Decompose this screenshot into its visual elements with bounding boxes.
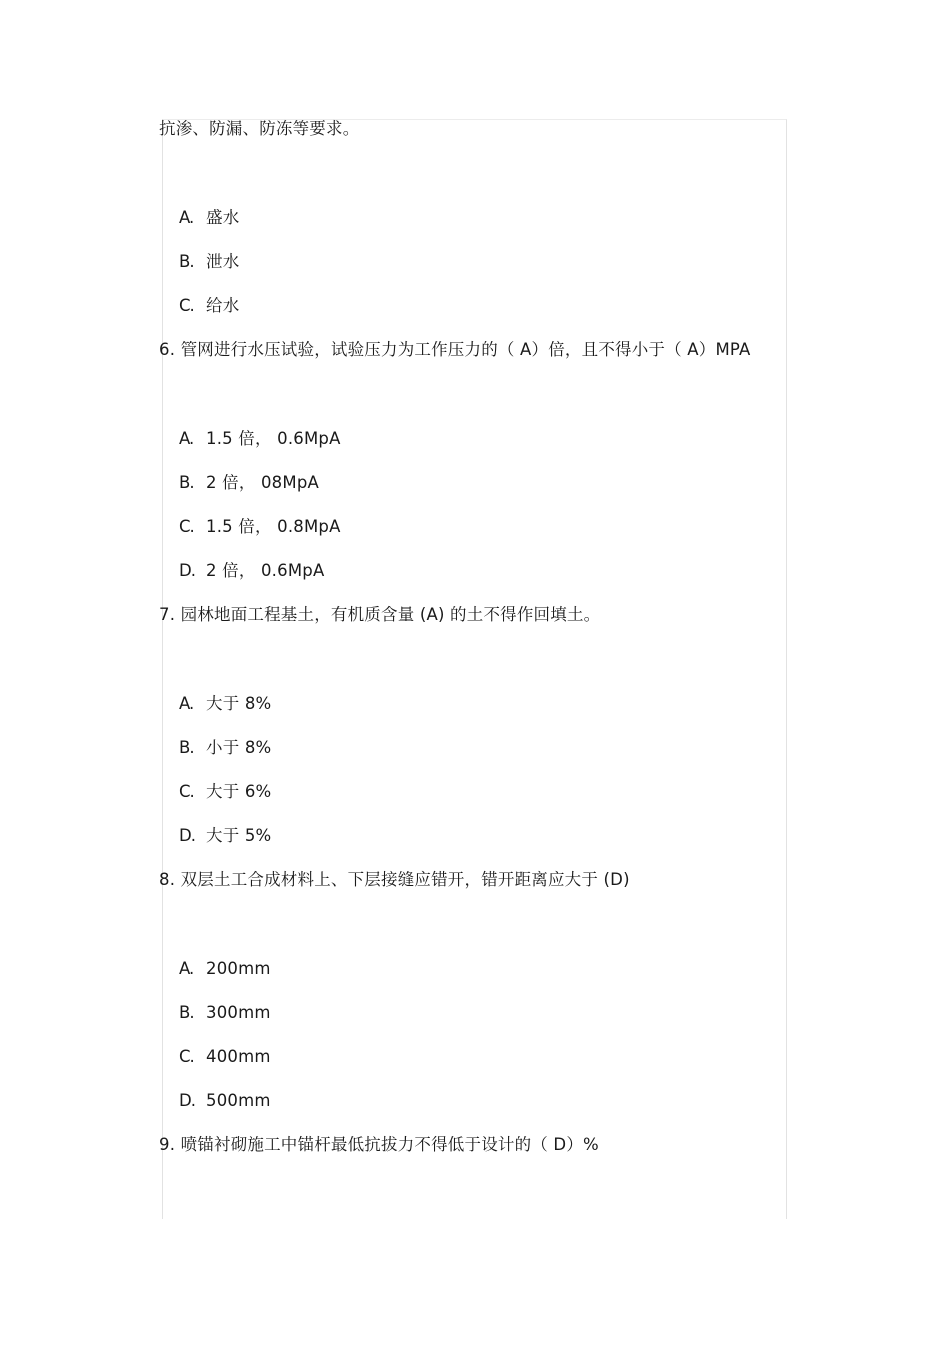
option-text: 2 倍， 08MpA (206, 473, 319, 492)
q6-option-a (179, 428, 341, 450)
option-text: 大于 5% (206, 826, 272, 845)
option-text: 200mm (206, 959, 271, 978)
option-letter: B. (179, 473, 194, 492)
option-letter: D. (179, 1091, 195, 1110)
q5-option-c (179, 295, 239, 317)
option-letter: D. (179, 561, 195, 580)
q8-option-d (179, 1090, 271, 1112)
q6-option-b (179, 472, 319, 494)
q5-option-b (179, 251, 239, 273)
option-letter: B. (179, 738, 194, 757)
q7-option-c (179, 781, 271, 803)
q8-option-a (179, 958, 271, 980)
option-text: 1.5 倍， 0.6MpA (206, 429, 341, 448)
q8-option-b (179, 1002, 271, 1024)
option-text: 给水 (206, 296, 240, 315)
option-letter: C. (179, 782, 194, 801)
q7-option-d (179, 825, 271, 847)
q6-option-d (179, 560, 324, 582)
question-8-stem: 8. 双层土工合成材料上、下层接缝应错开，错开距离应大于 (D) (159, 870, 630, 889)
option-letter: C. (179, 296, 194, 315)
option-letter: A. (179, 694, 194, 713)
option-text: 300mm (206, 1003, 271, 1022)
option-text: 盛水 (206, 208, 240, 227)
option-letter: C. (179, 1047, 194, 1066)
option-text: 泄水 (206, 252, 240, 271)
q8-option-c (179, 1046, 271, 1068)
question-9-stem: 9. 喷锚衬砌施工中锚杆最低抗拔力不得低于设计的（ D）% (159, 1135, 599, 1154)
option-text: 400mm (206, 1047, 271, 1066)
option-letter: A. (179, 429, 194, 448)
option-text: 大于 8% (206, 694, 272, 713)
question-6-stem: 6. 管网进行水压试验，试验压力为工作压力的（ A）倍，且不得小于（ A）MPA (159, 340, 751, 359)
question-5-continuation: 抗渗、防漏、防冻等要求。 (159, 119, 360, 138)
option-text: 1.5 倍， 0.8MpA (206, 517, 341, 536)
q7-option-a (179, 693, 271, 715)
option-letter: B. (179, 252, 194, 271)
q5-option-a (179, 207, 239, 229)
option-letter: C. (179, 517, 194, 536)
question-7-stem: 7. 园林地面工程基土，有机质含量 (A) 的土不得作回填土。 (159, 605, 601, 624)
option-letter: D. (179, 826, 195, 845)
option-text: 小于 8% (206, 738, 272, 757)
option-letter: B. (179, 1003, 194, 1022)
option-text: 500mm (206, 1091, 271, 1110)
option-letter: A. (179, 208, 194, 227)
option-text: 大于 6% (206, 782, 272, 801)
option-letter: A. (179, 959, 194, 978)
q6-option-c (179, 516, 341, 538)
option-text: 2 倍， 0.6MpA (206, 561, 325, 580)
q7-option-b (179, 737, 271, 759)
